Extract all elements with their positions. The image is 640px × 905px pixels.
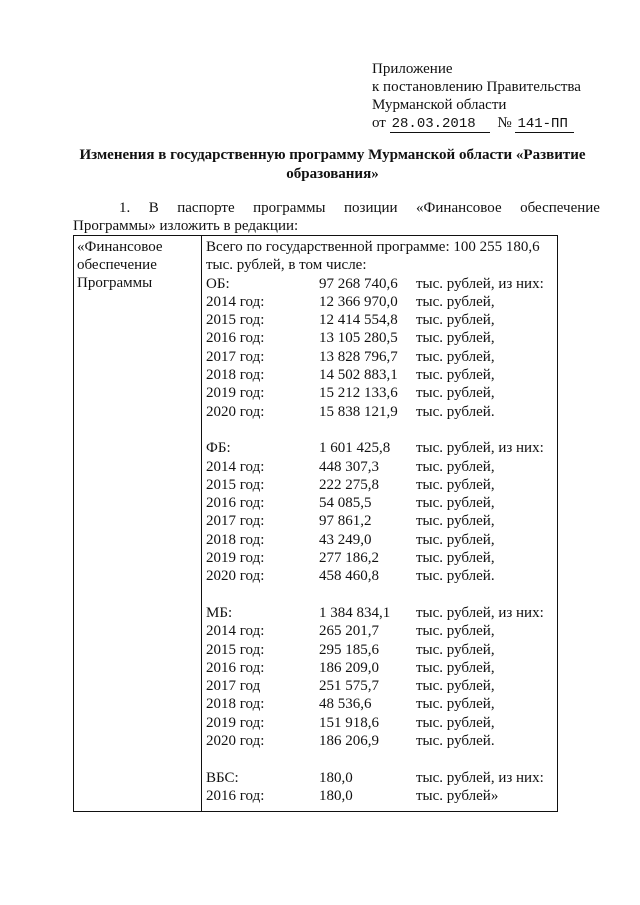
funding-period: 2018 год: [206, 696, 265, 713]
funding-row [206, 366, 553, 384]
passport-value-cell [202, 236, 558, 812]
funding-row [206, 604, 553, 622]
passport-row [74, 236, 558, 812]
annex-line-region: Мурманской области [372, 97, 507, 113]
funding-row [206, 641, 553, 659]
funding-unit: тыс. рублей, [416, 678, 495, 695]
funding-row [206, 677, 553, 695]
funding-amount: 13 105 280,5 [319, 330, 398, 347]
funding-row [206, 311, 553, 329]
funding-amount: 15 838 121,9 [319, 403, 398, 420]
funding-amount: 12 366 970,0 [319, 293, 398, 310]
funding-row [206, 531, 553, 549]
funding-total-line: тыс. рублей, в том числе: [206, 257, 367, 274]
funding-row [206, 458, 553, 476]
funding-row [206, 567, 553, 585]
funding-unit: тыс. рублей, [416, 641, 495, 658]
funding-unit: тыс. рублей, [416, 531, 495, 548]
funding-period: 2017 год: [206, 513, 265, 530]
funding-row [206, 275, 553, 293]
funding-unit: тыс. рублей, [416, 312, 495, 329]
passport-position-cell [74, 236, 202, 812]
funding-unit: тыс. рублей, [416, 513, 495, 530]
paragraph-word: обеспечение [520, 200, 600, 216]
funding-unit: тыс. рублей, из них: [416, 440, 544, 457]
funding-row [206, 659, 553, 677]
funding-group [206, 604, 553, 750]
funding-unit: тыс. рублей, из них: [416, 769, 544, 786]
funding-total [206, 238, 553, 275]
funding-unit: тыс. рублей, из них: [416, 275, 544, 292]
funding-row [206, 695, 553, 713]
funding-amount: 1 601 425,8 [319, 440, 391, 457]
funding-amount: 180,0 [319, 787, 353, 804]
funding-amount: 186 206,9 [319, 733, 379, 750]
funding-row [206, 769, 553, 787]
paragraph-word: 1. [119, 200, 131, 216]
funding-group [206, 439, 553, 585]
funding-period: 2019 год: [206, 714, 265, 731]
funding-groups [206, 275, 553, 806]
funding-amount: 251 575,7 [319, 678, 379, 695]
number-prefix: № [497, 115, 512, 131]
funding-unit: тыс. рублей. [416, 568, 495, 585]
funding-period: 2015 год: [206, 476, 265, 493]
funding-total-line: Всего по государственной программе: 100 255 180,6 [206, 239, 540, 255]
funding-period: ФБ: [206, 440, 231, 457]
document-title [60, 146, 605, 184]
group-spacer [206, 750, 553, 768]
funding-amount: 15 212 133,6 [319, 385, 398, 402]
annex-line-resolution: к постановлению Правительства [372, 79, 581, 95]
position-label-line: обеспечение [77, 257, 157, 273]
title-line-2: образования» [286, 166, 379, 182]
funding-period: 2016 год: [206, 495, 265, 512]
funding-amount: 222 275,8 [319, 476, 379, 493]
funding-group [206, 275, 553, 421]
funding-amount: 448 307,3 [319, 458, 379, 475]
funding-unit: тыс. рублей, [416, 348, 495, 365]
annex-title: Приложение [372, 61, 453, 77]
funding-unit: тыс. рублей, [416, 476, 495, 493]
funding-row [206, 384, 553, 402]
paragraph-word: позиции [344, 200, 398, 216]
funding-period: 2017 год [206, 678, 261, 695]
funding-row [206, 494, 553, 512]
funding-period: 2016 год: [206, 787, 265, 804]
title-line-1: Изменения в государственную программу Мурманской области «Развитие [79, 147, 586, 163]
funding-unit: тыс. рублей, [416, 696, 495, 713]
funding-row [206, 512, 553, 530]
funding-amount: 48 536,6 [319, 696, 372, 713]
funding-unit: тыс. рублей. [416, 403, 495, 420]
funding-unit: тыс. рублей, [416, 385, 495, 402]
funding-unit: тыс. рублей, [416, 367, 495, 384]
funding-row [206, 403, 553, 421]
funding-row [206, 714, 553, 732]
funding-amount: 1 384 834,1 [319, 604, 391, 621]
funding-period: ВБС: [206, 769, 239, 786]
funding-period: 2014 год: [206, 623, 265, 640]
funding-period: 2020 год: [206, 403, 265, 420]
funding-period: 2016 год: [206, 659, 265, 676]
funding-period: 2019 год: [206, 385, 265, 402]
document-date: 28.03.2018 [390, 116, 490, 133]
funding-period: 2018 год: [206, 531, 265, 548]
funding-amount: 277 186,2 [319, 550, 379, 567]
funding-unit: тыс. рублей, [416, 623, 495, 640]
funding-period: 2020 год: [206, 733, 265, 750]
funding-amount: 13 828 796,7 [319, 348, 398, 365]
date-prefix: от [372, 115, 386, 131]
funding-row [206, 476, 553, 494]
passport-table [73, 235, 558, 812]
funding-unit: тыс. рублей, [416, 495, 495, 512]
funding-period: МБ: [206, 604, 233, 621]
funding-unit: тыс. рублей, из них: [416, 604, 544, 621]
funding-unit: тыс. рублей, [416, 714, 495, 731]
funding-amount: 12 414 554,8 [319, 312, 398, 329]
funding-period: 2014 год: [206, 293, 265, 310]
funding-amount: 186 209,0 [319, 659, 379, 676]
funding-period: 2017 год: [206, 348, 265, 365]
paragraph-word: В [148, 200, 159, 216]
amendment-paragraph [73, 199, 600, 235]
funding-period: 2016 год: [206, 330, 265, 347]
document-number: 141-ПП [515, 116, 573, 133]
position-label-line: «Финансовое [77, 239, 163, 255]
funding-row [206, 732, 553, 750]
funding-period: 2020 год: [206, 568, 265, 585]
funding-amount: 97 861,2 [319, 513, 372, 530]
paragraph-word: программы [253, 200, 326, 216]
funding-amount: 458 460,8 [319, 568, 379, 585]
funding-unit: тыс. рублей, [416, 458, 495, 475]
funding-period: 2015 год: [206, 312, 265, 329]
funding-row [206, 787, 553, 805]
funding-amount: 295 185,6 [319, 641, 379, 658]
paragraph-word: паспорте [177, 200, 235, 216]
funding-unit: тыс. рублей, [416, 330, 495, 347]
annex-date-line [372, 114, 581, 133]
funding-row [206, 348, 553, 366]
funding-unit: тыс. рублей, [416, 659, 495, 676]
paragraph-line-2: Программы» изложить в редакции: [73, 218, 299, 234]
funding-unit: тыс. рублей» [416, 787, 499, 804]
funding-row [206, 439, 553, 457]
funding-row [206, 549, 553, 567]
funding-row [206, 329, 553, 347]
paragraph-line-1 [73, 199, 600, 217]
position-label-line: Программы [77, 275, 153, 291]
funding-row [206, 622, 553, 640]
funding-period: 2015 год: [206, 641, 265, 658]
funding-period: 2018 год: [206, 367, 265, 384]
funding-amount: 43 249,0 [319, 531, 372, 548]
paragraph-word: «Финансовое [416, 200, 502, 216]
funding-period: 2019 год: [206, 550, 265, 567]
funding-amount: 54 085,5 [319, 495, 372, 512]
funding-period: ОБ: [206, 275, 230, 292]
funding-amount: 151 918,6 [319, 714, 379, 731]
group-spacer [206, 421, 553, 439]
funding-unit: тыс. рублей. [416, 733, 495, 750]
funding-group [206, 769, 553, 806]
group-spacer [206, 586, 553, 604]
funding-amount: 180,0 [319, 769, 353, 786]
funding-unit: тыс. рублей, [416, 550, 495, 567]
funding-row [206, 293, 553, 311]
funding-unit: тыс. рублей, [416, 293, 495, 310]
funding-amount: 265 201,7 [319, 623, 379, 640]
funding-period: 2014 год: [206, 458, 265, 475]
funding-amount: 97 268 740,6 [319, 275, 398, 292]
annex-header [372, 60, 581, 133]
funding-amount: 14 502 883,1 [319, 367, 398, 384]
